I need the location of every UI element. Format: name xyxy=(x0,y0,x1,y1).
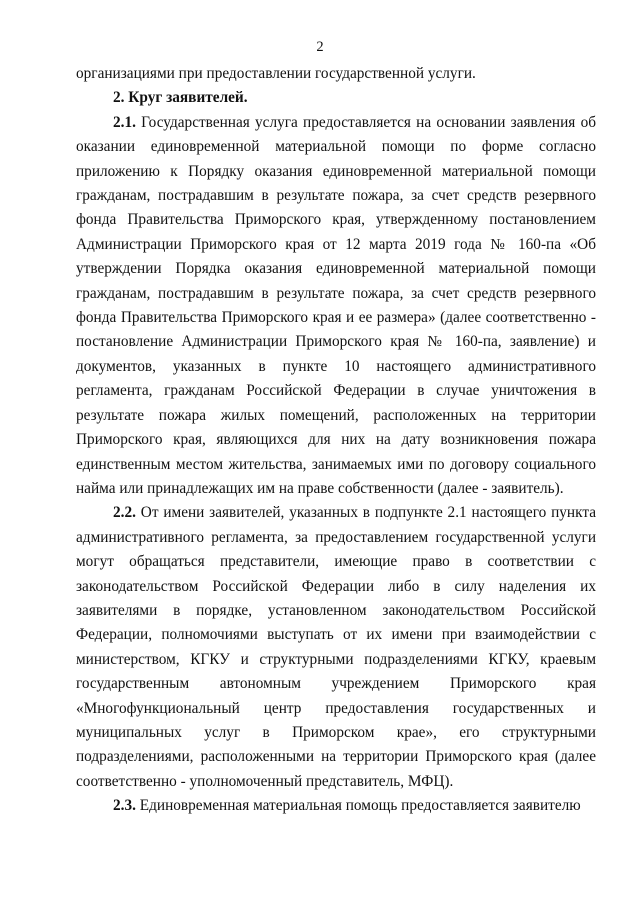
document-body xyxy=(76,62,596,819)
section-heading: 2. Круг заявителей. xyxy=(113,89,248,107)
page-number: 2 xyxy=(316,39,324,55)
paragraph-number: 2.1. xyxy=(113,113,136,131)
paragraph-text: От имени заявителей, указанных в подпункте 2.1 настоящего пункта административного регламента, за предоставлением государственной услуги могут обращаться представители, имеющие право в соответствии с законодательством Российской Федерации либо в силу наделения их заявителями в порядке, установленном законодательством Российской Федерации, полномочиями выступать от их имени при взаимодействии с министерством, КГКУ и структурными подразделениями КГКУ, краевым государственным автономным учреждением Приморского края «Многофункциональный центр предоставления государственных и муниципальных услуг в Приморском крае», его структурными подразделениями, расположенными на территории Приморского края (далее соответственно - уполномоченный представитель, МФЦ). xyxy=(76,504,596,790)
paragraph-number: 2.2. xyxy=(113,504,136,522)
paragraph-text: Единовременная материальная помощь предоставляется заявителю xyxy=(135,797,581,815)
intro-line: организациями при предоставлении государственной услуги. xyxy=(76,65,476,82)
paragraph-2-2 xyxy=(76,501,596,794)
paragraph-2-1 xyxy=(76,111,596,502)
paragraph-2-3 xyxy=(76,794,596,818)
paragraph-number: 2.3. xyxy=(113,797,136,815)
paragraph-text: Государственная услуга предоставляется на основании заявления об оказании единовременной материальной помощи по форме согласно приложению к Порядку оказания единовременной материальной помощи гражданам, пострадавшим в результате пожара, за счет средств резервного фонда Правительства Приморского края, утвержденному постановлением Администрации Приморского края от 12 марта 2019 года № 160-па «Об утверждении Порядка оказания единовременной материальной помощи гражданам, пострадавшим в результате пожара, за счет средств резервного фонда Правительства Приморского края и ее размера» (далее соответственно - постановление Администрации Приморского края № 160-па, заявление) и документов, указанных в пункте 10 настоящего административного регламента, гражданам Российской Федерации в случае уничтожения в результате пожара жилых помещений, расположенных на территории Приморского края, являющихся для них на дату возникновения пожара единственным местом жительства, занимаемых ими по договору социального найма или принадлежащих им на праве собственности (далее - заявитель). xyxy=(76,113,596,497)
